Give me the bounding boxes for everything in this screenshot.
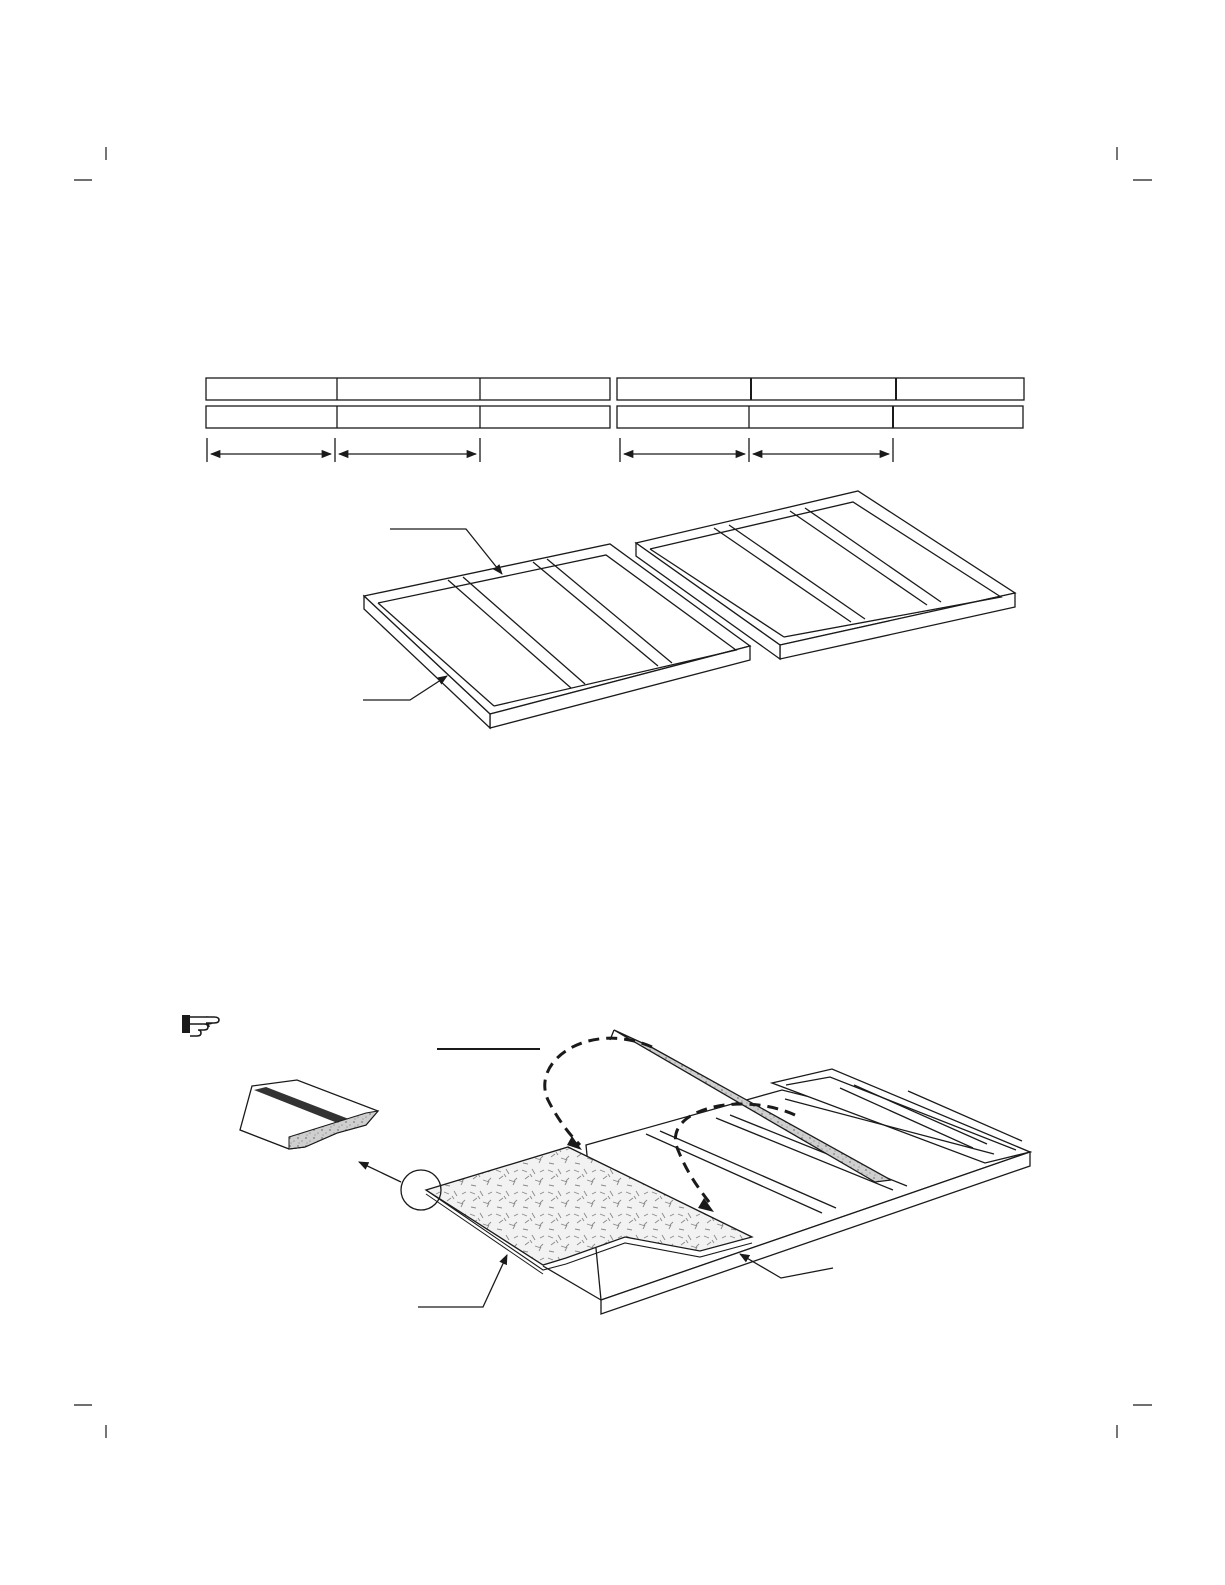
leader-line-frame [363,676,447,700]
left-frame-plan-strips [206,378,610,428]
left-frame-top-strip [206,378,610,400]
floor-panel-figure [182,1015,1030,1314]
right-frame-plan-strips [617,378,1024,428]
leader-line-panel [418,1255,507,1307]
tongue-groove-detail [240,1080,378,1149]
bay-dimensions [207,438,893,462]
leader-line-joist [390,529,502,574]
floor-frame-figure [206,378,1024,728]
pointing-hand-icon [182,1015,219,1036]
dashed-arrow-icon [545,1038,652,1145]
right-frame-bottom-strip [617,406,1023,428]
detail-pointer-arrow [359,1162,401,1182]
left-frame-bottom-strip [206,406,610,428]
right-frame-top-strip [617,378,1024,400]
